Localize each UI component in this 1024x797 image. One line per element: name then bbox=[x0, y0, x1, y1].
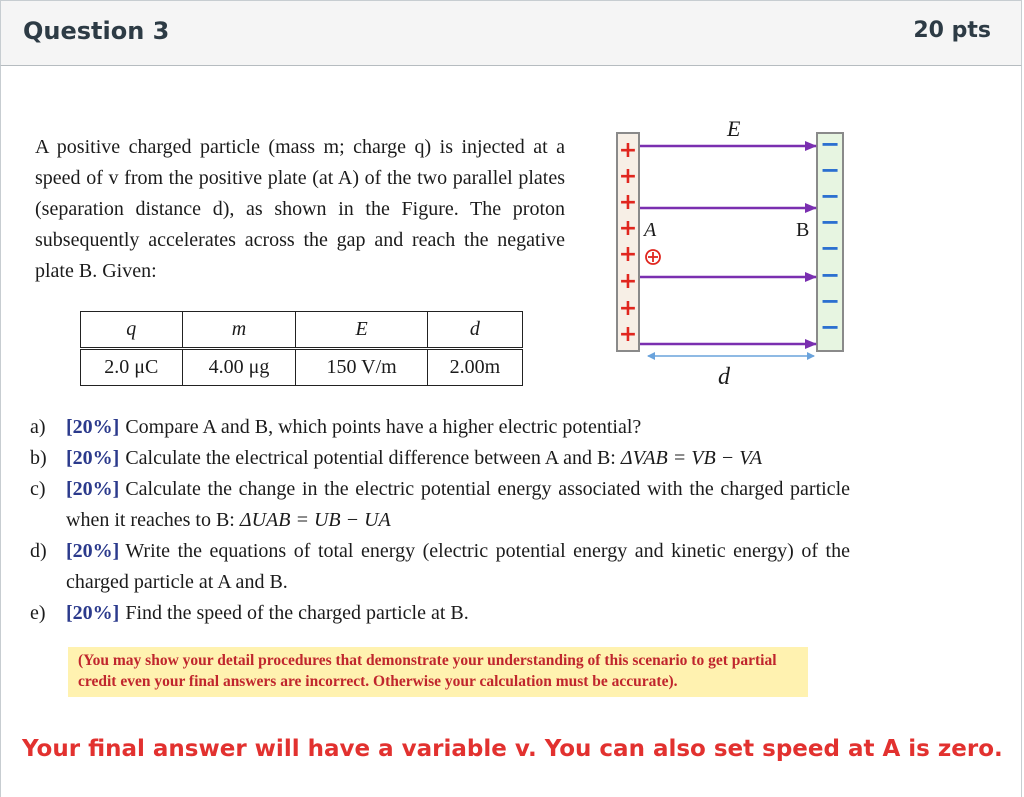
minus-sign: − bbox=[819, 261, 841, 289]
part-percent: [20%] bbox=[66, 540, 120, 562]
plus-sign: + bbox=[618, 190, 638, 215]
final-answer-note: Your final answer will have a variable v. You can also set speed at A is zero. bbox=[22, 736, 1003, 762]
list-item bbox=[30, 412, 850, 443]
table-header-row bbox=[81, 312, 523, 349]
part-body: Calculate the electrical potential difference between A and B: bbox=[125, 447, 616, 469]
field-lines bbox=[640, 146, 816, 344]
table-cell: 4.00 μg bbox=[182, 349, 296, 386]
plus-sign: + bbox=[618, 216, 638, 241]
minus-sign: − bbox=[819, 234, 841, 262]
part-percent: [20%] bbox=[66, 416, 120, 438]
table-cell: 150 V/m bbox=[296, 349, 427, 386]
part-label: a) bbox=[30, 416, 46, 438]
part-label: e) bbox=[30, 602, 46, 624]
part-label: d) bbox=[30, 540, 47, 562]
part-text bbox=[66, 412, 850, 443]
plus-sign: + bbox=[618, 164, 638, 189]
list-item bbox=[30, 536, 850, 598]
distance-label: d bbox=[718, 364, 730, 390]
list-item bbox=[30, 474, 850, 536]
table-cell: 2.00m bbox=[427, 349, 522, 386]
part-body: Compare A and B, which points have a higher electric potential? bbox=[125, 416, 642, 438]
plus-sign: + bbox=[618, 322, 638, 347]
negative-signs bbox=[820, 130, 840, 341]
point-a-label: A bbox=[644, 219, 657, 241]
minus-sign: − bbox=[819, 156, 841, 184]
table-header-cell: d bbox=[427, 312, 522, 349]
part-equation: ΔUAB = UB − UA bbox=[239, 509, 391, 531]
question-title: Question 3 bbox=[23, 17, 170, 45]
partial-credit-note: (You may show your detail procedures that demonstrate your understanding of this scenario to get partial credit even your final answers are incorrect. Otherwise your calculation must be accurate). bbox=[68, 647, 808, 697]
question-points: 20 pts bbox=[913, 18, 991, 43]
table-header-cell: m bbox=[182, 312, 296, 349]
part-percent: [20%] bbox=[66, 478, 120, 500]
list-item bbox=[30, 443, 850, 474]
part-label: b) bbox=[30, 447, 47, 469]
point-b-label: B bbox=[796, 219, 810, 241]
part-label: c) bbox=[30, 478, 46, 500]
problem-statement: A positive charged particle (mass m; charge q) is injected at a speed of v from the positive plate (at A) of the two parallel plates (separation distance d), as shown in the Figure. The proton subsequently accelerates across the gap and reach the negative plate B. Given: bbox=[35, 136, 565, 282]
part-text bbox=[66, 474, 850, 536]
table-row bbox=[81, 349, 523, 386]
part-equation: ΔVAB = VB − VA bbox=[620, 447, 763, 469]
table-cell: 2.0 μC bbox=[81, 349, 183, 386]
part-text bbox=[66, 536, 850, 598]
table-header-cell: q bbox=[81, 312, 183, 349]
plus-sign: + bbox=[618, 138, 638, 163]
table-header-cell: E bbox=[296, 312, 427, 349]
field-label: E⃗ bbox=[727, 116, 758, 141]
list-item bbox=[30, 598, 850, 629]
part-body: Find the speed of the charged particle at B. bbox=[125, 602, 469, 624]
part-text bbox=[66, 443, 850, 474]
part-text bbox=[66, 598, 850, 629]
minus-sign: − bbox=[819, 208, 841, 236]
minus-sign: − bbox=[819, 313, 841, 341]
given-values-table bbox=[80, 311, 523, 386]
parallel-plates-figure bbox=[612, 108, 862, 398]
plus-sign: + bbox=[618, 269, 638, 294]
minus-sign: − bbox=[819, 287, 841, 315]
part-percent: [20%] bbox=[66, 602, 120, 624]
part-percent: [20%] bbox=[66, 447, 120, 469]
minus-sign: − bbox=[819, 130, 841, 158]
question-parts bbox=[30, 412, 850, 629]
charged-particle-icon bbox=[646, 250, 660, 264]
positive-signs bbox=[619, 138, 637, 347]
plus-sign: + bbox=[618, 242, 638, 267]
minus-sign: − bbox=[819, 182, 841, 210]
part-body: Write the equations of total energy (electric potential energy and kinetic energy) of the charged particle at A and B. bbox=[66, 540, 850, 593]
part-body: Calculate the change in the electric potential energy associated with the charged particle when it reaches to B: bbox=[66, 478, 850, 531]
question-header bbox=[0, 0, 1022, 66]
plus-sign: + bbox=[618, 296, 638, 321]
